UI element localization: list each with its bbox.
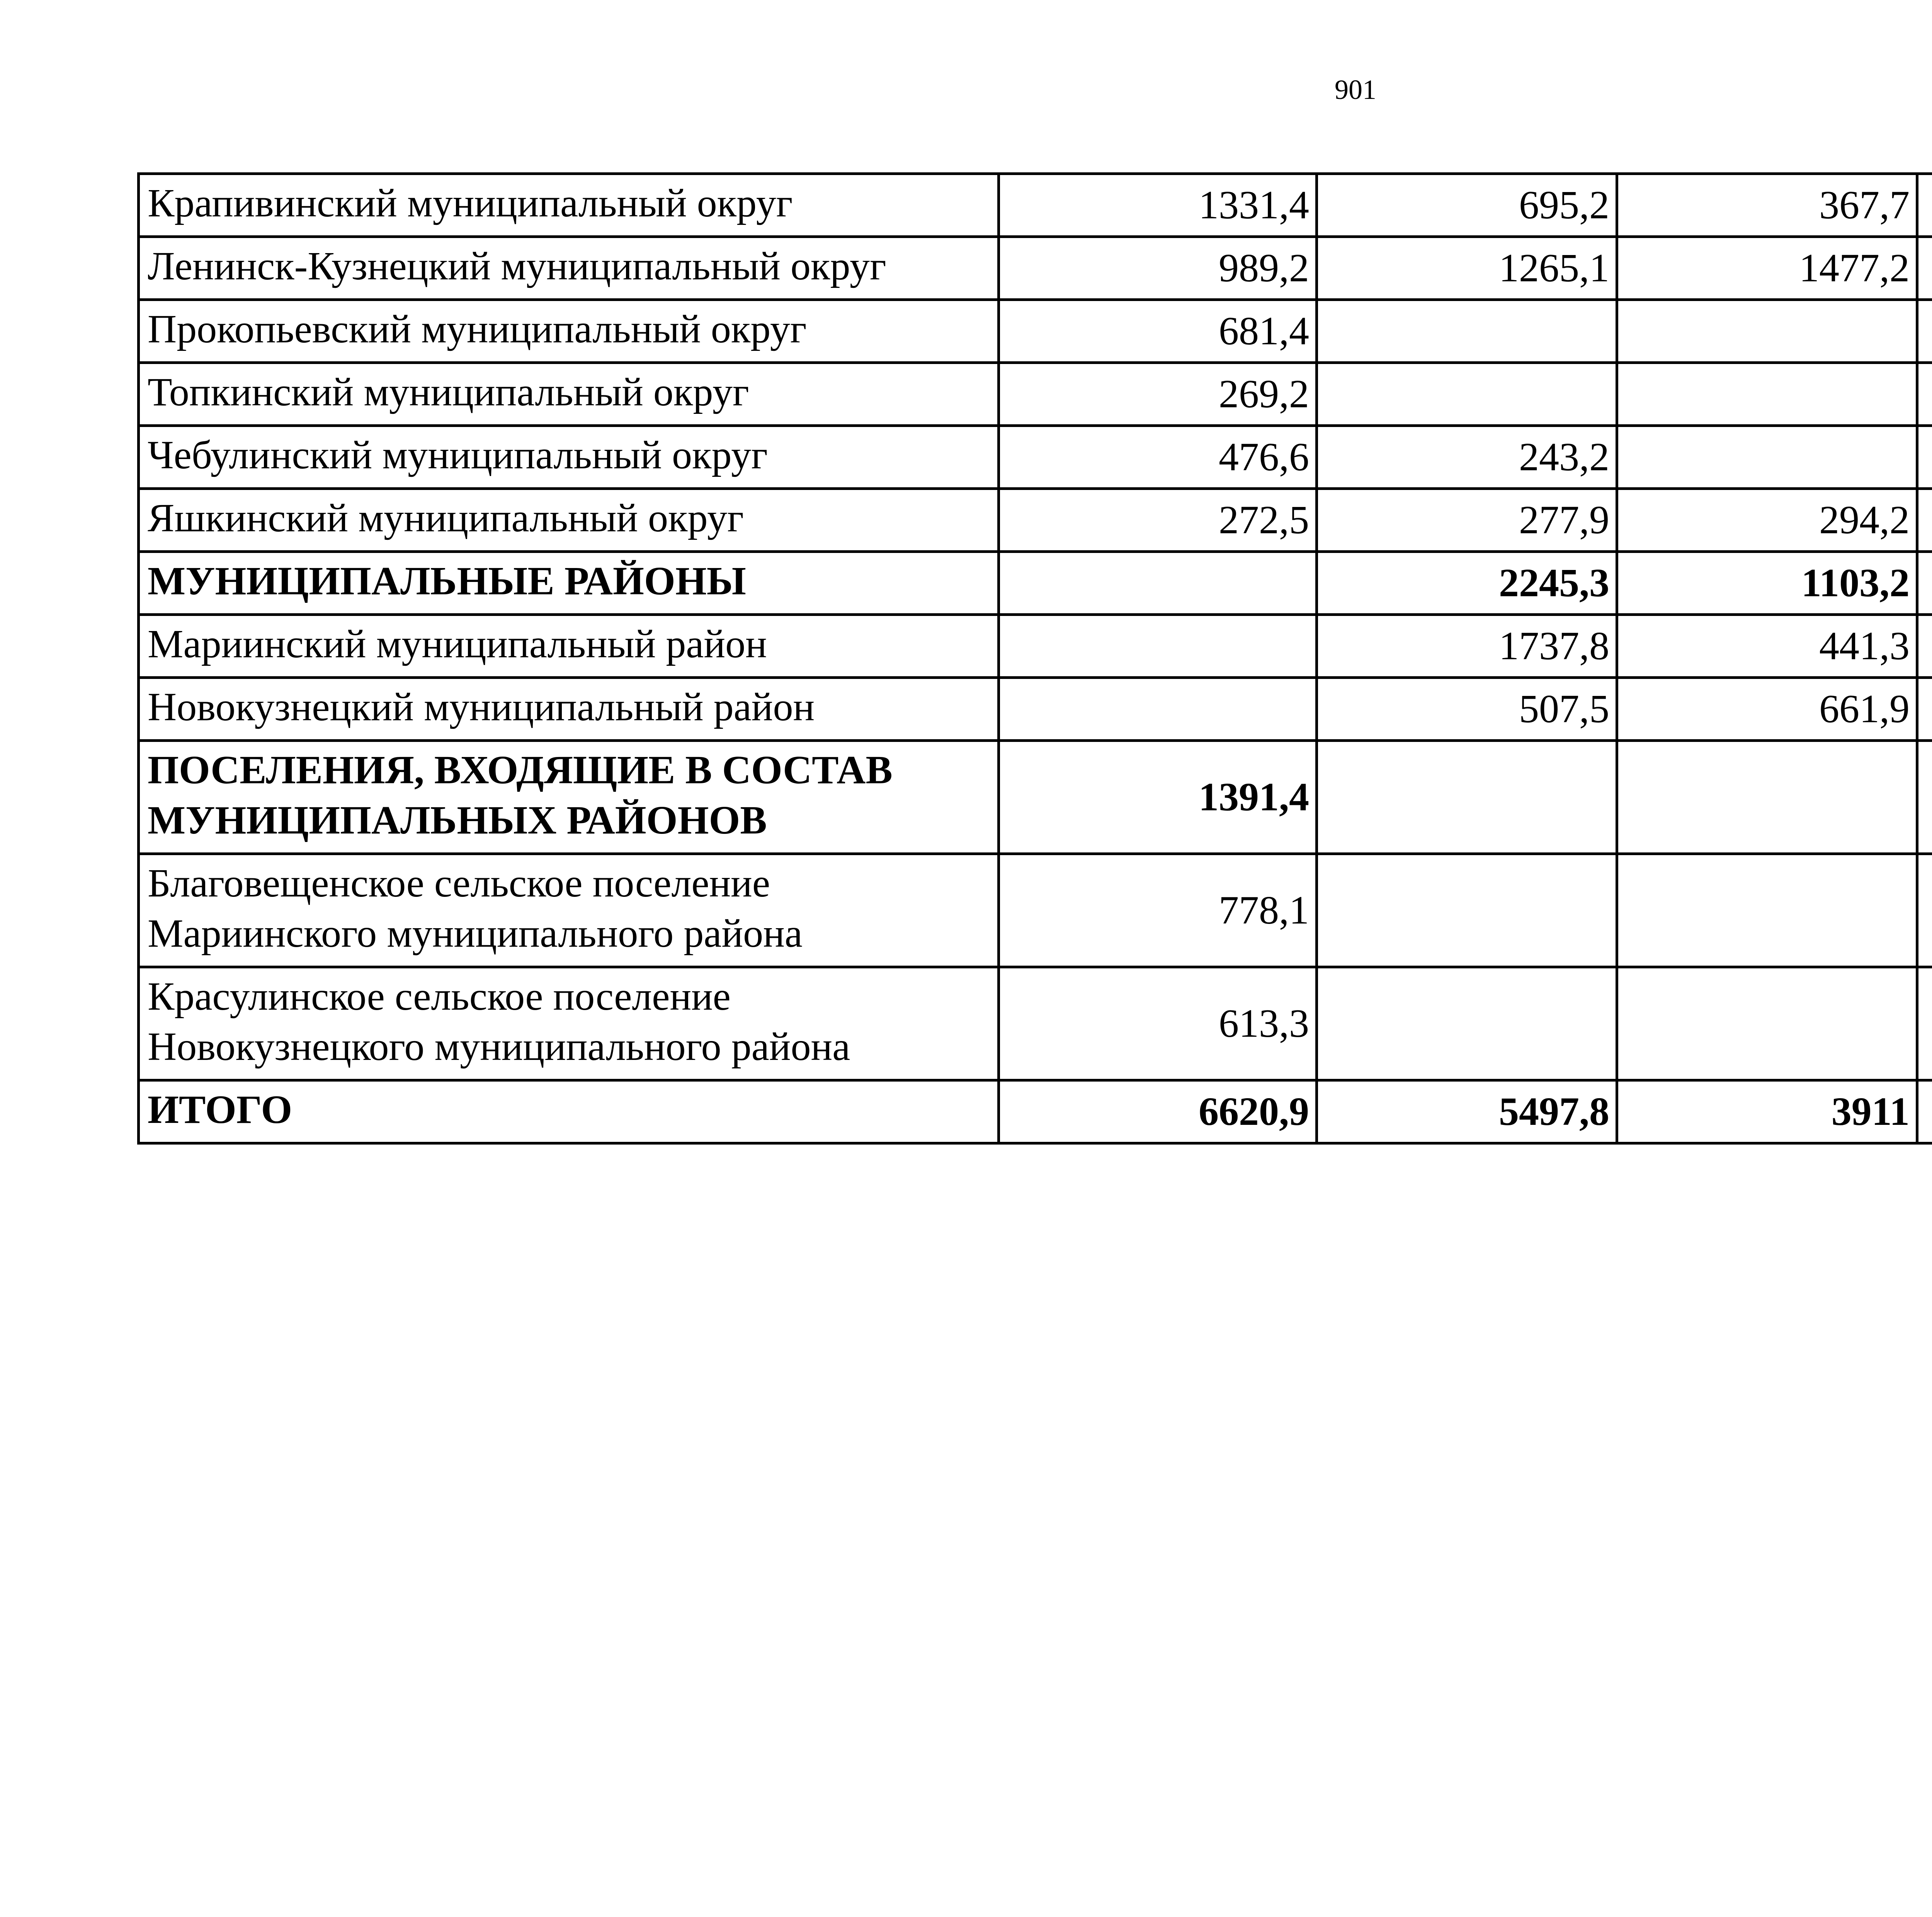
row-name-line: Мариинского муниципального района xyxy=(148,911,803,956)
row-name-line: Прокопьевский муниципальный округ xyxy=(148,307,807,351)
row-name-line: Новокузнецкий муниципальный район xyxy=(148,685,815,729)
row-name-cell xyxy=(139,615,999,678)
row-name-line: Крапивинский муниципальный округ xyxy=(148,181,793,225)
row-name-cell xyxy=(139,237,999,300)
row-name-cell xyxy=(139,741,999,854)
value-cell: 695,2 xyxy=(1317,174,1617,237)
row-name-cell xyxy=(139,1080,999,1143)
row-name-cell xyxy=(139,174,999,237)
value-cell: 272,5 xyxy=(999,489,1317,552)
value-cell: 441,3 xyxy=(1617,615,1917,678)
page-number: 901 xyxy=(1335,74,1376,105)
value-cell xyxy=(1617,741,1917,854)
row-name-line: Мариинский муниципальный район xyxy=(148,622,767,666)
table-row xyxy=(139,174,1932,237)
value-cell xyxy=(1617,426,1917,489)
value-cell xyxy=(1917,552,1932,615)
row-name-line: Красулинское сельское поселение xyxy=(148,974,731,1019)
value-cell xyxy=(1917,426,1932,489)
value-cell xyxy=(1917,678,1932,741)
table-row xyxy=(139,1080,1932,1143)
row-name-line: Чебулинский муниципальный округ xyxy=(148,433,768,477)
value-cell: 1265,1 xyxy=(1317,237,1617,300)
value-cell: 1103,2 xyxy=(1617,552,1917,615)
budget-table xyxy=(137,172,1932,1145)
table-row xyxy=(139,741,1932,854)
value-cell: 1331,4 xyxy=(999,174,1317,237)
row-name-cell xyxy=(139,426,999,489)
value-cell xyxy=(1917,854,1932,967)
table-row xyxy=(139,854,1932,967)
value-cell xyxy=(1317,363,1617,426)
value-cell xyxy=(1617,363,1917,426)
value-cell: 367,7 xyxy=(1617,174,1917,237)
row-name-line: Новокузнецкого муниципального района xyxy=(148,1024,850,1069)
row-name-line: Топкинский муниципальный округ xyxy=(148,370,749,414)
row-name-line: Благовещенское сельское поселение xyxy=(148,861,770,905)
value-cell: 294,2 xyxy=(1617,489,1917,552)
value-cell xyxy=(1317,967,1617,1080)
row-name-line: МУНИЦИПАЛЬНЫЕ РАЙОНЫ xyxy=(148,559,746,603)
table-row xyxy=(139,615,1932,678)
value-cell xyxy=(1317,741,1617,854)
row-name-line: ИТОГО xyxy=(148,1087,293,1132)
row-name-cell xyxy=(139,678,999,741)
value-cell xyxy=(1917,237,1932,300)
row-name-cell xyxy=(139,854,999,967)
value-cell: 2245,3 xyxy=(1317,552,1617,615)
value-cell: 277,9 xyxy=(1317,489,1617,552)
value-cell xyxy=(1917,300,1932,363)
value-cell: 1391,4 xyxy=(999,741,1317,854)
row-name-cell xyxy=(139,300,999,363)
value-cell: 661,9 xyxy=(1617,678,1917,741)
budget-table-body xyxy=(139,174,1932,1143)
value-cell xyxy=(1917,363,1932,426)
value-cell: 3911 xyxy=(1617,1080,1917,1143)
value-cell xyxy=(1917,174,1932,237)
row-name-cell xyxy=(139,489,999,552)
value-cell xyxy=(1917,967,1932,1080)
value-cell: 5497,8 xyxy=(1317,1080,1617,1143)
value-cell: 681,4 xyxy=(999,300,1317,363)
value-cell xyxy=(1617,854,1917,967)
value-cell xyxy=(1917,615,1932,678)
row-name-cell xyxy=(139,552,999,615)
value-cell xyxy=(1917,489,1932,552)
value-cell: 507,5 xyxy=(1317,678,1617,741)
value-cell: 613,3 xyxy=(999,967,1317,1080)
table-row xyxy=(139,552,1932,615)
value-cell xyxy=(1617,300,1917,363)
table-row xyxy=(139,300,1932,363)
row-name-cell xyxy=(139,363,999,426)
row-name-line: Яшкинский муниципальный округ xyxy=(148,496,744,540)
value-cell xyxy=(1617,967,1917,1080)
value-cell xyxy=(1917,741,1932,854)
row-name-line: ПОСЕЛЕНИЯ, ВХОДЯЩИЕ В СОСТАВ xyxy=(148,748,893,792)
value-cell xyxy=(999,552,1317,615)
row-name-line: Ленинск-Кузнецкий муниципальный округ xyxy=(148,244,886,288)
value-cell xyxy=(1917,1080,1932,1143)
table-row xyxy=(139,363,1932,426)
value-cell: 778,1 xyxy=(999,854,1317,967)
value-cell xyxy=(999,678,1317,741)
value-cell: 269,2 xyxy=(999,363,1317,426)
value-cell: 1477,2 xyxy=(1617,237,1917,300)
value-cell: 989,2 xyxy=(999,237,1317,300)
value-cell: 1737,8 xyxy=(1317,615,1617,678)
value-cell: 476,6 xyxy=(999,426,1317,489)
row-name-line: МУНИЦИПАЛЬНЫХ РАЙОНОВ xyxy=(148,798,767,842)
value-cell xyxy=(1317,854,1617,967)
table-row xyxy=(139,237,1932,300)
value-cell xyxy=(1317,300,1617,363)
value-cell: 6620,9 xyxy=(999,1080,1317,1143)
row-name-cell xyxy=(139,967,999,1080)
value-cell xyxy=(999,615,1317,678)
value-cell: 243,2 xyxy=(1317,426,1617,489)
table-row xyxy=(139,426,1932,489)
table-row xyxy=(139,489,1932,552)
table-row xyxy=(139,678,1932,741)
table-row xyxy=(139,967,1932,1080)
